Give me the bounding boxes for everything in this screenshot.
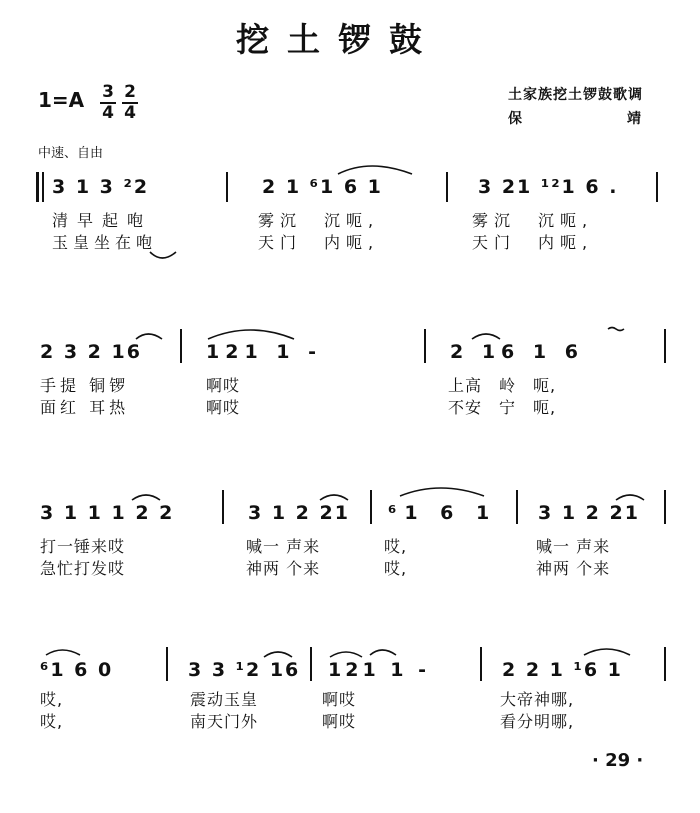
- measure-notes: 2 16 1 6: [450, 341, 584, 363]
- lyric-verse-2: 玉皇坐在咆: [52, 233, 158, 252]
- measure-notes: 3 1 1 1 2 2: [40, 502, 175, 524]
- lyric-verse-1: 大帝神哪,: [500, 690, 575, 709]
- measure-notes: 3 1 3 ²2: [52, 176, 150, 198]
- measure-notes: 2 3 2 16: [40, 341, 142, 363]
- slur-marks: [0, 325, 700, 475]
- lyric-verse-2: 不安 宁 呃,: [448, 398, 557, 417]
- score-line-3: [0, 486, 700, 636]
- tempo-marking: 中速、自由: [38, 146, 104, 161]
- slur-marks: [0, 160, 700, 310]
- measure-notes: 2 1 ⁶1 6 1: [262, 176, 383, 198]
- page-number: · 29 ·: [592, 750, 644, 771]
- lyric-verse-1: 哎,: [40, 690, 64, 709]
- lyric-verse-2: 哎,: [40, 712, 64, 731]
- lyric-verse-1: 震动玉皇: [190, 690, 259, 709]
- lyric-verse-1: 清早起咆: [52, 211, 153, 230]
- measure-notes: 3 1 2 21: [248, 502, 350, 524]
- page-title: 挖土锣鼓: [236, 20, 440, 59]
- lyric-verse-1: 啊哎: [322, 690, 357, 709]
- meter-b-bottom: 4: [124, 103, 136, 123]
- lyric-verse-1: 啊哎: [206, 376, 241, 395]
- lyric-verse-2: 啊哎: [322, 712, 357, 731]
- slur-marks: [0, 486, 700, 636]
- lyric-verse-1: 哎,: [384, 537, 408, 556]
- lyric-verse-2: 急忙打发哎: [40, 559, 126, 578]
- attribution-region: 保 靖: [508, 111, 644, 127]
- measure-notes: 3 21 ¹²1 6 .: [478, 176, 619, 198]
- lyric-verse-1: 打一锤来哎: [40, 537, 126, 556]
- measure-notes: 121 1 -: [328, 659, 430, 681]
- lyric-verse-1: 上高 岭 呃,: [448, 376, 557, 395]
- lyric-verse-2: 神两 个来: [246, 559, 321, 578]
- lyric-verse-2: 啊哎: [206, 398, 241, 417]
- lyric-verse-1: 喊一 声来: [536, 537, 611, 556]
- meter-a-top: 3: [102, 82, 114, 102]
- measure-notes: ⁶1 6 0: [40, 659, 114, 681]
- lyric-verse-1: 雾沉 沉呃,: [258, 211, 380, 230]
- lyric-verse-2: 面红 耳热: [40, 398, 130, 417]
- time-signature-a: [100, 84, 116, 122]
- lyric-verse-2: 神两 个来: [536, 559, 611, 578]
- attribution-origin: 土家族挖土锣鼓歌调: [508, 87, 643, 103]
- lyric-verse-2: 南天门外: [190, 712, 259, 731]
- measure-notes: ⁶1 6 1: [388, 502, 498, 524]
- lyric-verse-1: 喊一 声来: [246, 537, 321, 556]
- lyric-verse-2: 天门 内呃,: [258, 233, 380, 252]
- measure-notes: 121 1 -: [206, 341, 322, 363]
- lyric-verse-2: 看分明哪,: [500, 712, 575, 731]
- measure-notes: 2 2 1 ¹6 1: [502, 659, 623, 681]
- time-signature-b: [122, 84, 138, 122]
- meter-b-top: 2: [124, 82, 136, 102]
- meter-a-bottom: 4: [102, 103, 114, 123]
- lyric-verse-2: 哎,: [384, 559, 408, 578]
- lyric-verse-1: 手提 铜锣: [40, 376, 130, 395]
- key-signature: 1=A: [38, 88, 85, 112]
- measure-notes: 3 3 ¹2 16: [188, 659, 301, 681]
- lyric-verse-2: 天门 内呃,: [472, 233, 594, 252]
- measure-notes: 3 1 2 21: [538, 502, 640, 524]
- score-line-2: [0, 325, 700, 475]
- score-line-1: [0, 160, 700, 310]
- lyric-verse-1: 雾沉 沉呃,: [472, 211, 594, 230]
